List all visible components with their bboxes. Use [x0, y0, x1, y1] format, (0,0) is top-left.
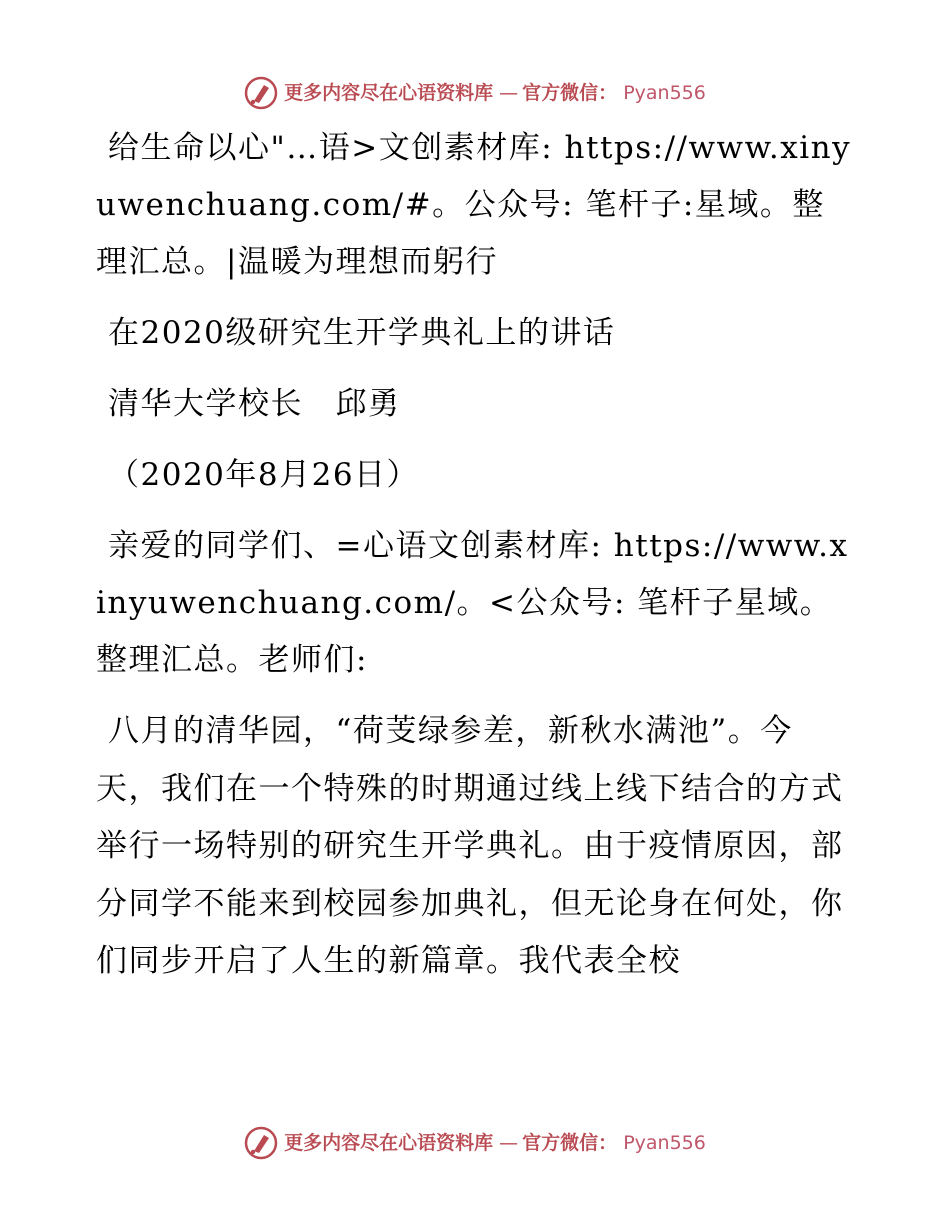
watermark-dash: — — [499, 1132, 517, 1154]
speaker-line: 清华大学校长 邱勇 — [108, 386, 401, 422]
watermark-account-id: Pyan556 — [623, 82, 706, 104]
document-body — [96, 120, 856, 991]
date-line: （2020年8月26日） — [108, 457, 420, 493]
watermark-text: 更多内容尽在心语资料库 — [284, 1132, 494, 1154]
footer-watermark — [0, 1126, 950, 1160]
watermark-account-label: 官方微信： — [522, 82, 618, 104]
watermark-text: 更多内容尽在心语资料库 — [284, 82, 494, 104]
watermark-account-id: Pyan556 — [623, 1132, 706, 1154]
salutation-paragraph: 亲爱的同学们、=心语文创素材库: https://www.xinyuwenchuang.com/。<公众号: 笔杆子星域。整理汇总。老师们: — [96, 528, 849, 678]
body-paragraph: 八月的清华园，“荷芰绿参差，新秋水满池”。今天，我们在一个特殊的时期通过线上线下结合的方式举行一场特别的研究生开学典礼。由于疫情原因，部分同学不能来到校园参加典礼，但无论身在何处，你们同步开启了人生的新篇章。我代表全校 — [96, 713, 844, 979]
watermark-dash: — — [499, 82, 517, 104]
pen-nib-logo-icon — [244, 76, 278, 110]
header-watermark — [0, 76, 950, 110]
speech-title: 在2020级研究生开学典礼上的讲话 — [108, 315, 616, 351]
watermark-account-label: 官方微信： — [522, 1132, 618, 1154]
pen-nib-logo-icon — [244, 1126, 278, 1160]
intro-paragraph: 给生命以心"…语>文创素材库: https://www.xinyuwenchuang.com/#。公众号: 笔杆子:星域。整理汇总。|温暖为理想而躬行 — [96, 130, 852, 280]
